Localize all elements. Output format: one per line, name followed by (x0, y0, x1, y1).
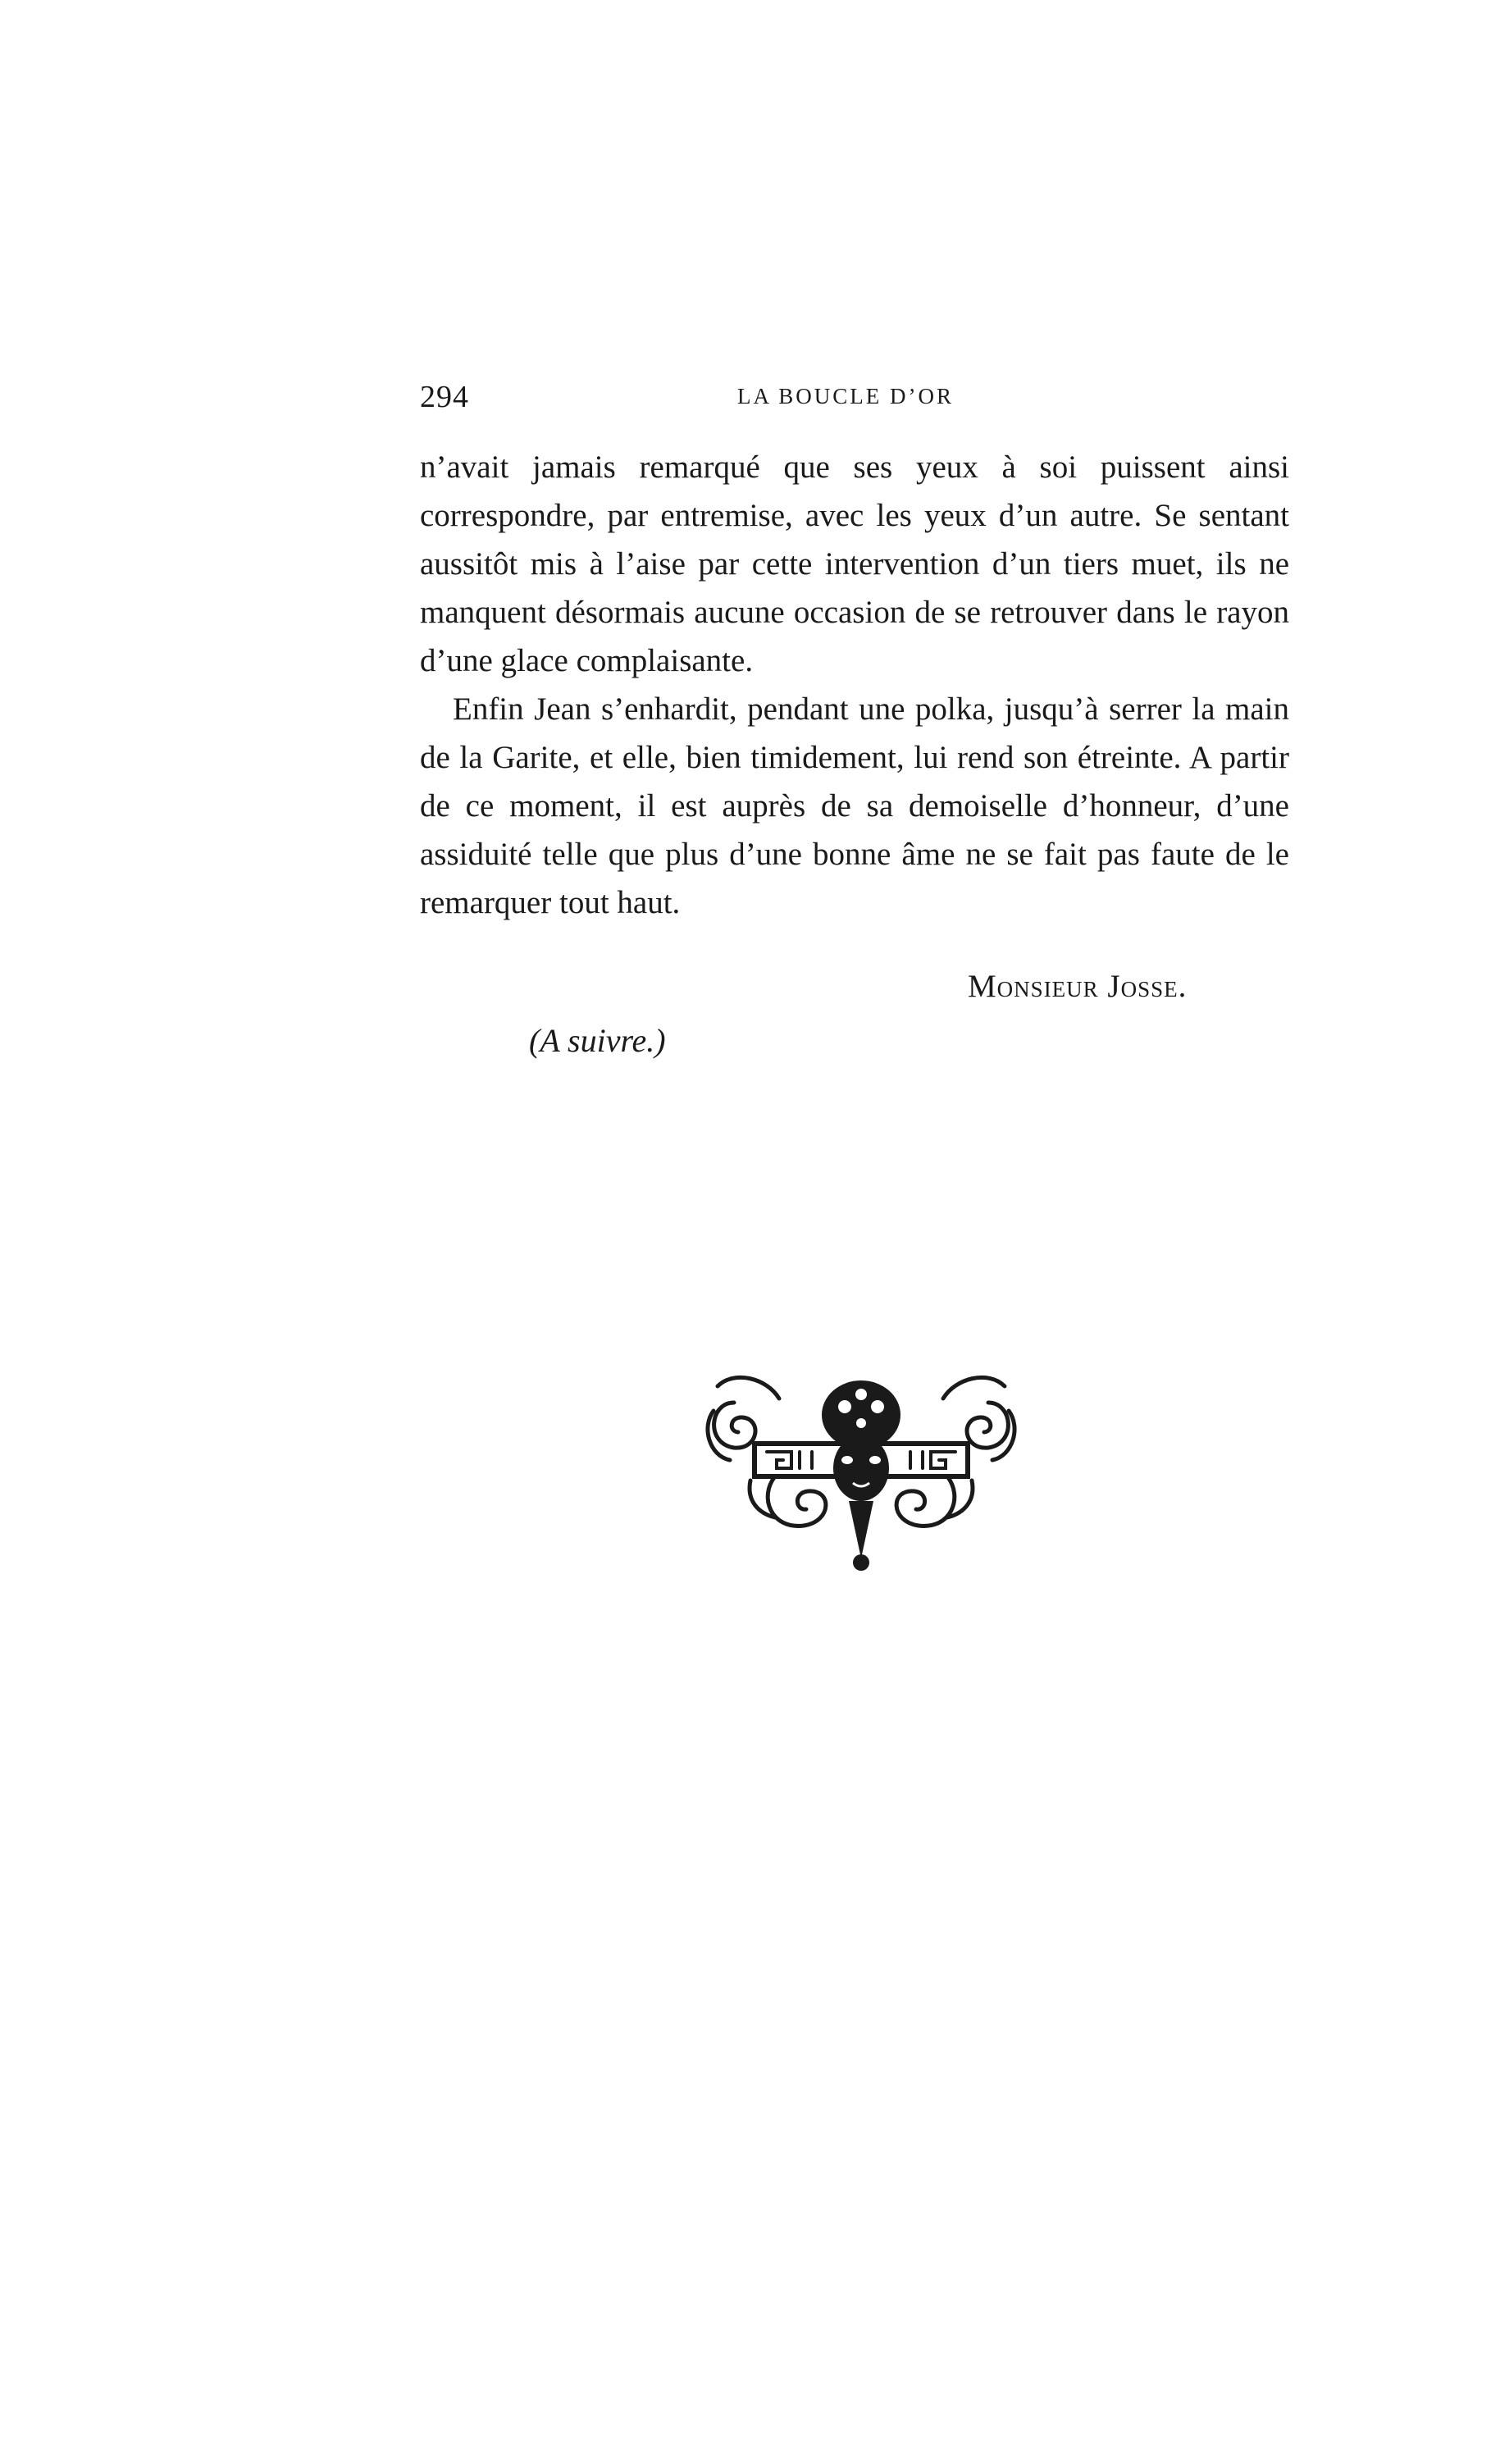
page-header (420, 379, 1289, 420)
paragraph: Enfin Jean s’enhardit, pendant une polka, jusqu’à serrer la main de la Garite, et elle, bien timidement, lui rend son étreinte. A partir de ce moment, il est auprès de sa demoiselle d’honneur, d’une assiduité telle que plus d’une bonne âme ne se fait pas faute de le remarquer tout haut. (420, 691, 1289, 920)
running-title: LA BOUCLE D’OR (737, 384, 954, 408)
paragraph-continued: n’avait jamais remarqué que ses yeux à soi puissent ainsi correspondre, par entremise, avec les yeux d’un autre. Se sentant aussitôt mis à l’aise par cette intervention d’un tiers muet, ils ne manquent désormais aucune occasion de se retrouver dans le rayon d’une glace complaisante. (420, 449, 1289, 678)
to-be-continued: (A suivre.) (529, 1022, 666, 1059)
body-text (420, 443, 1289, 927)
ornamental-tailpiece-icon (701, 1353, 1021, 1575)
page-number: 294 (420, 380, 469, 414)
author-signature: Monsieur Josse. (968, 969, 1188, 1004)
